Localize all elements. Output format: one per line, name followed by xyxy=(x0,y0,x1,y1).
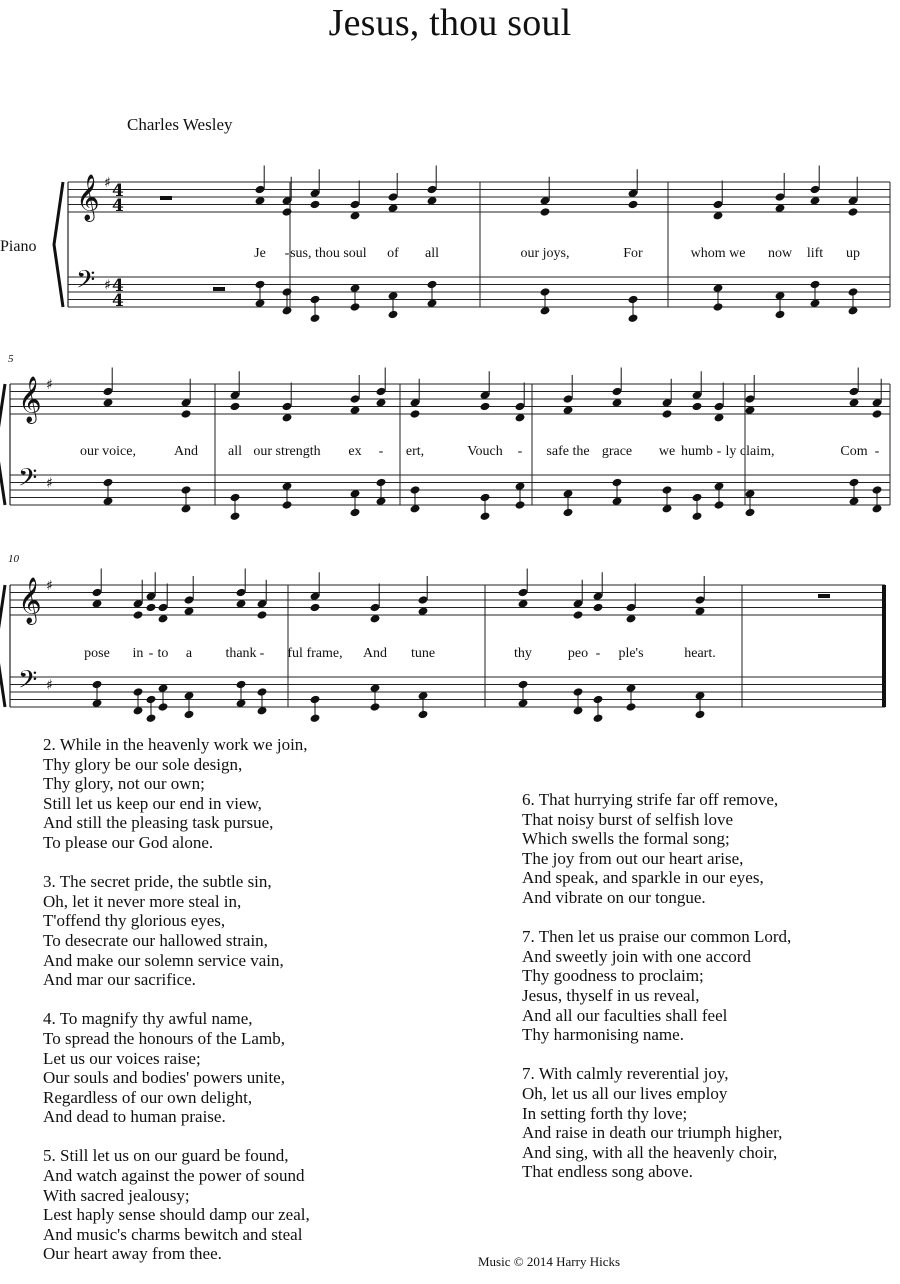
lyric-syllable: tune xyxy=(410,646,436,661)
treble-clef: 𝄞 xyxy=(18,376,42,423)
note-head xyxy=(230,402,241,412)
note-head xyxy=(310,603,321,613)
verse-stanza xyxy=(43,872,310,990)
lyric-syllable: lift xyxy=(806,246,824,261)
page-title: Jesus, thou soul xyxy=(328,2,572,44)
verse-line: Thy glory be our sole design, xyxy=(43,754,243,774)
verse-line: 2. While in the heavenly work we join, xyxy=(43,735,308,754)
lyric-syllable: sus, thou xyxy=(290,246,340,261)
lyric-syllable: - xyxy=(716,444,722,459)
verse-stanza xyxy=(43,735,310,853)
verse-line: T'offend thy glorious eyes, xyxy=(43,911,226,931)
lyric-syllable: soul xyxy=(343,246,367,261)
treble-clef: 𝄞 xyxy=(18,577,42,624)
grand-staff-brace xyxy=(0,585,5,707)
verse-line: Regardless of our own delight, xyxy=(43,1087,253,1107)
verse-line: Which swells the formal song; xyxy=(522,829,730,849)
lyric-syllable: Je xyxy=(254,246,266,261)
lyric-syllable: ly claim, xyxy=(725,444,775,459)
verse-line: Let us our voices raise; xyxy=(43,1048,201,1068)
note-head xyxy=(480,402,491,412)
lyric-syllable: humb xyxy=(681,444,713,459)
lyric-syllable: pose xyxy=(84,646,110,661)
time-signature: 4 xyxy=(112,181,124,201)
verse-line: To please our God alone. xyxy=(43,832,214,852)
final-barline xyxy=(882,585,886,707)
lyric-syllable: grace xyxy=(601,444,633,459)
time-signature: 4 xyxy=(112,196,124,216)
lyric-syllable: in xyxy=(132,646,144,661)
lyric-syllable: a xyxy=(185,646,193,661)
verse-stanza xyxy=(43,1146,310,1264)
note-head xyxy=(872,409,883,419)
grand-staff-brace xyxy=(0,384,5,505)
verse-line: The joy from out our heart arise, xyxy=(522,848,744,868)
verse-line: Lest haply sense should damp our zeal, xyxy=(43,1205,310,1225)
verse-line: And dead to human praise. xyxy=(43,1107,226,1127)
verse-line: 4. To magnify thy awful name, xyxy=(43,1009,253,1029)
lyric-syllable: - xyxy=(284,246,290,261)
note-head xyxy=(692,402,703,412)
lyric-syllable: Com xyxy=(840,444,868,459)
note-head xyxy=(257,610,268,620)
verse-line: Still let us keep our end in view, xyxy=(43,793,262,813)
lyric-syllable: whom we xyxy=(690,246,746,261)
lyric-syllable: ple's xyxy=(618,646,644,661)
copyright-notice: Music © 2014 Harry Hicks xyxy=(478,1254,621,1269)
lyric-syllable: peo xyxy=(567,646,589,661)
verse-line: And sing, with all the heavenly choir, xyxy=(522,1142,778,1162)
note-head xyxy=(848,207,859,217)
verse-stanza xyxy=(522,1064,791,1182)
key-signature-sharp: ♯ xyxy=(104,277,111,294)
verse-stanza xyxy=(522,790,791,908)
lyric-syllable: heart. xyxy=(684,646,716,661)
lyric-syllable: ert, xyxy=(405,444,425,459)
verse-line: 7. Then let us praise our common Lord, xyxy=(522,927,792,947)
staff-lines xyxy=(0,175,890,708)
verse-line: That endless song above. xyxy=(522,1162,693,1182)
bass-clef: 𝄢 xyxy=(76,265,96,301)
half-rest xyxy=(160,196,172,200)
verse-line: Thy glory, not our own; xyxy=(43,774,205,794)
treble-clef: 𝄞 xyxy=(76,174,100,221)
lyric-syllable: all xyxy=(425,246,439,261)
verse-line: And music's charms bewitch and steal xyxy=(43,1224,303,1244)
verse-line: Jesus, thyself in us reveal, xyxy=(522,985,700,1005)
note-head xyxy=(540,207,551,217)
lyric-syllable: our strength xyxy=(253,444,321,459)
lyric-syllable: - xyxy=(378,444,384,459)
lyrics xyxy=(80,246,880,661)
lyric-syllable: thy xyxy=(514,646,532,661)
key-signature-sharp: ♯ xyxy=(46,677,53,694)
key-signature-sharp: ♯ xyxy=(104,175,111,191)
verse-line: And mar our sacrifice. xyxy=(43,970,196,990)
note-head xyxy=(181,409,192,419)
grand-staff-brace xyxy=(54,182,63,307)
verse-line: And sweetly join with one accord xyxy=(522,946,751,966)
key-signature-sharp: ♯ xyxy=(46,475,53,492)
verses-right-column xyxy=(522,790,791,1201)
verse-line: With sacred jealousy; xyxy=(43,1185,190,1205)
time-signature: 4 xyxy=(112,276,124,296)
note-head xyxy=(282,207,293,217)
verse-line: Oh, let us all our lives employ xyxy=(522,1083,728,1103)
lyric-syllable: - xyxy=(595,646,601,661)
note-head xyxy=(662,409,673,419)
author-credit: Charles Wesley xyxy=(127,115,233,134)
verse-line: And still the pleasing task pursue, xyxy=(43,813,274,833)
note-head xyxy=(628,200,639,210)
lyric-syllable: all xyxy=(228,444,242,459)
verse-line: And raise in death our triumph higher, xyxy=(522,1123,783,1143)
key-signature-sharp: ♯ xyxy=(46,377,53,393)
note-head xyxy=(133,610,144,620)
measure-number-5: 5 xyxy=(8,353,14,365)
verse-line: Our souls and bodies' powers unite, xyxy=(43,1068,285,1088)
whole-rest xyxy=(213,287,225,291)
note-head xyxy=(410,409,421,419)
lyric-syllable: ex xyxy=(348,444,362,459)
verse-line: 7. With calmly reverential joy, xyxy=(522,1064,729,1084)
instrument-label: Piano xyxy=(0,238,37,255)
verse-line: 6. That hurrying strife far off remove, xyxy=(522,790,779,809)
lyric-syllable: we xyxy=(658,444,676,459)
verse-line: And speak, and sparkle in our eyes, xyxy=(522,868,764,888)
lyric-syllable: safe the xyxy=(546,444,590,459)
verse-line: 3. The secret pride, the subtle sin, xyxy=(43,872,272,892)
bass-clef: 𝄢 xyxy=(18,665,38,701)
verse-line: Our heart away from thee. xyxy=(43,1244,222,1264)
verse-stanza xyxy=(522,927,791,1045)
verse-line: Thy harmonising name. xyxy=(522,1025,684,1045)
verse-line: That noisy burst of selfish love xyxy=(522,809,734,829)
lyric-syllable: - xyxy=(874,444,880,459)
lyric-syllable: thank xyxy=(225,646,257,661)
lyric-syllable: - xyxy=(148,646,154,661)
verse-line: In setting forth thy love; xyxy=(522,1103,688,1123)
key-signature-sharp: ♯ xyxy=(46,578,53,594)
lyric-syllable: to xyxy=(157,646,169,661)
verse-line: And make our solemn service vain, xyxy=(43,950,284,970)
verses-left-column xyxy=(43,735,310,1284)
verse-line: Thy goodness to proclaim; xyxy=(522,966,704,986)
verse-line: And all our faculties shall feel xyxy=(522,1005,728,1025)
verse-line: To desecrate our hallowed strain, xyxy=(43,930,268,950)
lyric-syllable: And xyxy=(173,444,199,459)
verse-line: To spread the honours of the Lamb, xyxy=(43,1028,285,1048)
lyric-syllable: our voice, xyxy=(80,444,136,459)
note-head xyxy=(593,603,604,613)
measure-number-10: 10 xyxy=(8,553,19,565)
time-signature: 4 xyxy=(112,291,124,311)
verse-line: And watch against the power of sound xyxy=(43,1166,305,1186)
verse-line: 5. Still let us on our guard be found, xyxy=(43,1146,289,1166)
lyric-syllable: our joys, xyxy=(520,246,570,261)
lyric-syllable: of xyxy=(387,246,399,261)
lyric-syllable: And xyxy=(362,646,388,661)
lyric-syllable: For xyxy=(623,246,643,261)
lyric-syllable: - xyxy=(259,646,265,661)
note-head xyxy=(310,200,321,210)
verse-line: And vibrate on our tongue. xyxy=(522,887,706,907)
lyric-syllable: - xyxy=(517,444,523,459)
verse-line: Oh, let it never more steal in, xyxy=(43,891,242,911)
note-head xyxy=(146,603,157,613)
bass-clef: 𝄢 xyxy=(18,463,38,499)
lyric-syllable: Vouch xyxy=(467,444,503,459)
lyric-syllable: ful frame, xyxy=(287,646,343,661)
lyric-syllable: up xyxy=(846,246,860,261)
lyric-syllable: now xyxy=(767,246,793,261)
verse-stanza xyxy=(43,1009,310,1127)
note-head xyxy=(573,610,584,620)
half-rest xyxy=(818,594,830,598)
